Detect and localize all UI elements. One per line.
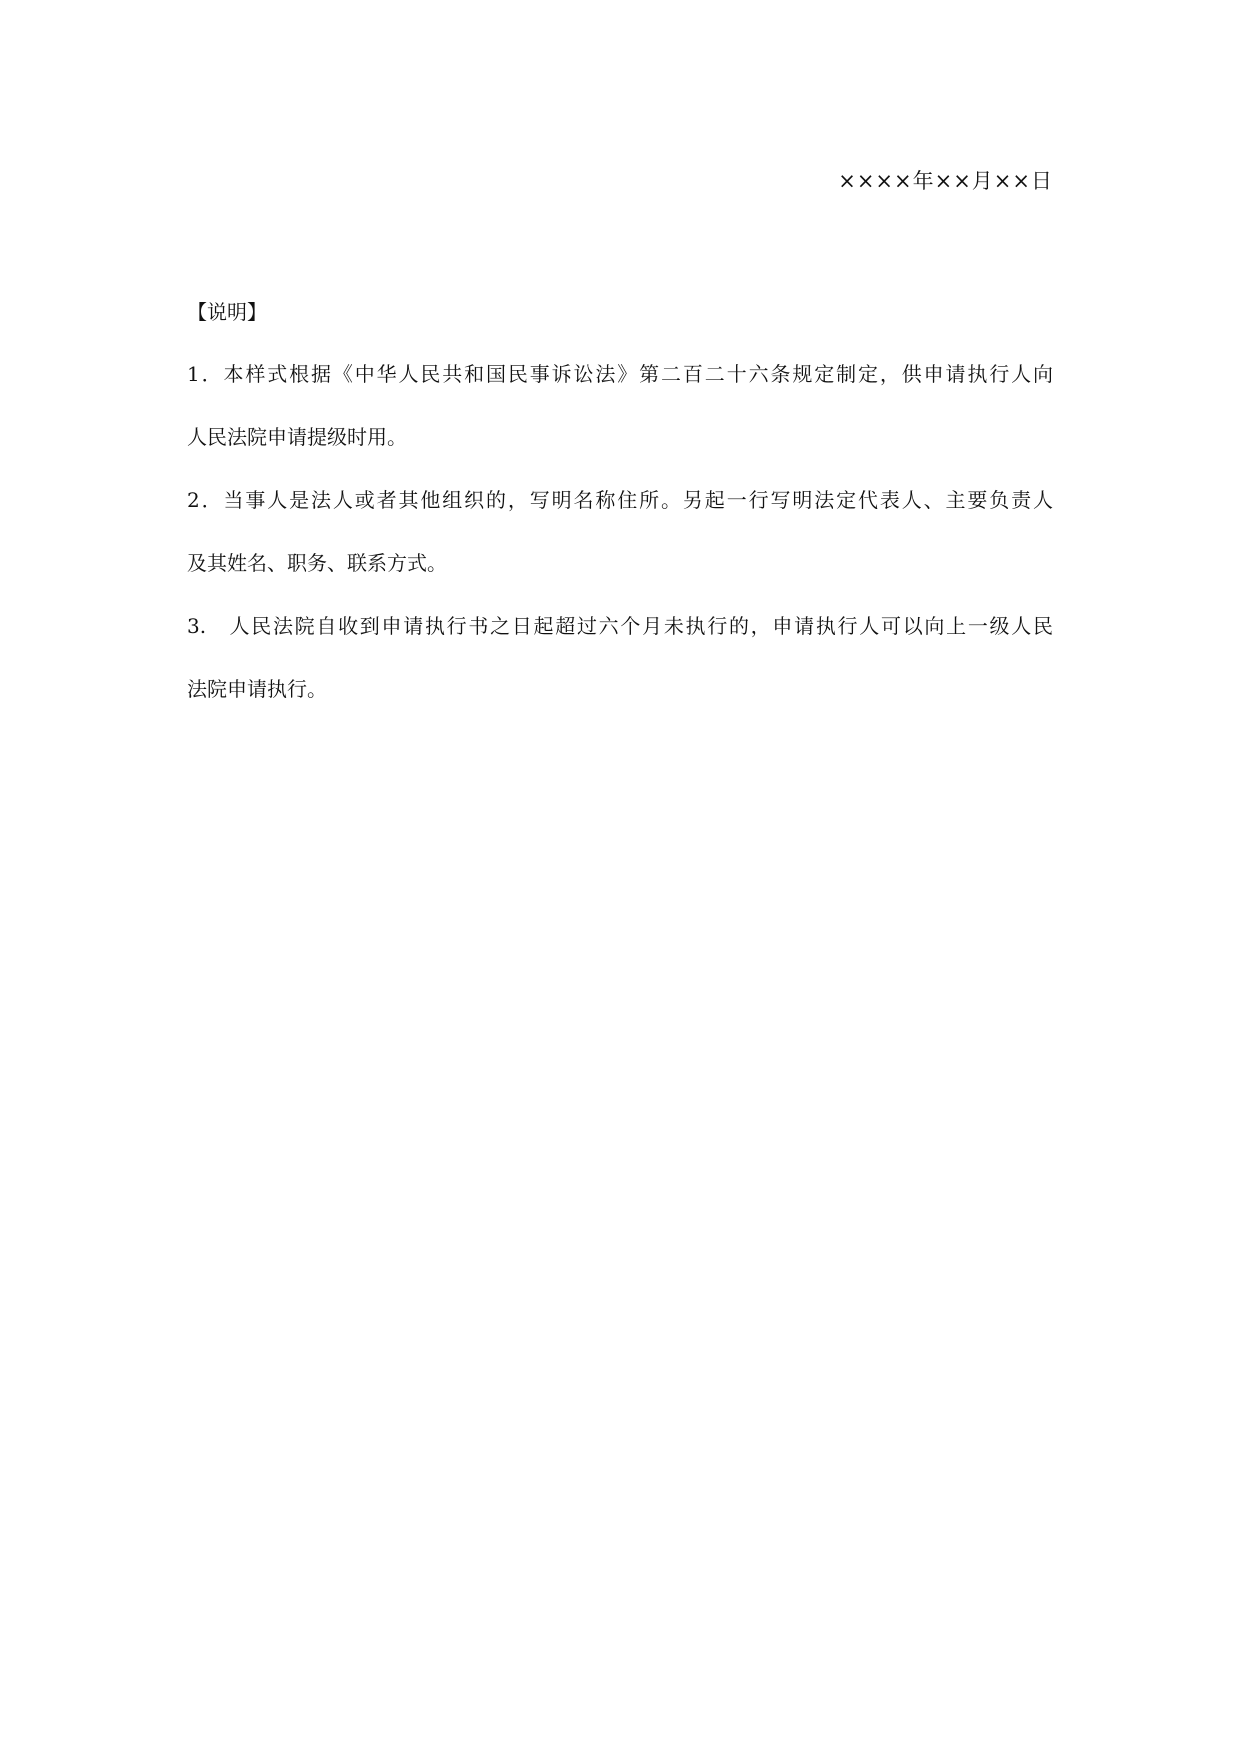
- notes-heading: 【说明】: [187, 300, 267, 324]
- note-1-line-1: 1．本样式根据《中华人民共和国民事诉讼法》第二百二十六条规定制定，供申请执行人向: [187, 362, 1053, 386]
- document-date: ××××年××月××日: [838, 169, 1053, 193]
- note-2-line-1: 2．当事人是法人或者其他组织的，写明名称住所。另起一行写明法定代表人、主要负责人: [187, 488, 1053, 512]
- note-1-line-2: 人民法院申请提级时用。: [187, 425, 407, 449]
- note-item-2: [187, 484, 1053, 579]
- note-3-line-1: 3. 人民法院自收到申请执行书之日起超过六个月未执行的，申请执行人可以向上一级人民: [187, 614, 1053, 638]
- notes-section: [187, 296, 1053, 736]
- note-3-line-2: 法院申请执行。: [187, 677, 327, 701]
- note-item-1: [187, 358, 1053, 453]
- note-item-3: [187, 610, 1053, 705]
- note-2-line-2: 及其姓名、职务、联系方式。: [187, 551, 447, 575]
